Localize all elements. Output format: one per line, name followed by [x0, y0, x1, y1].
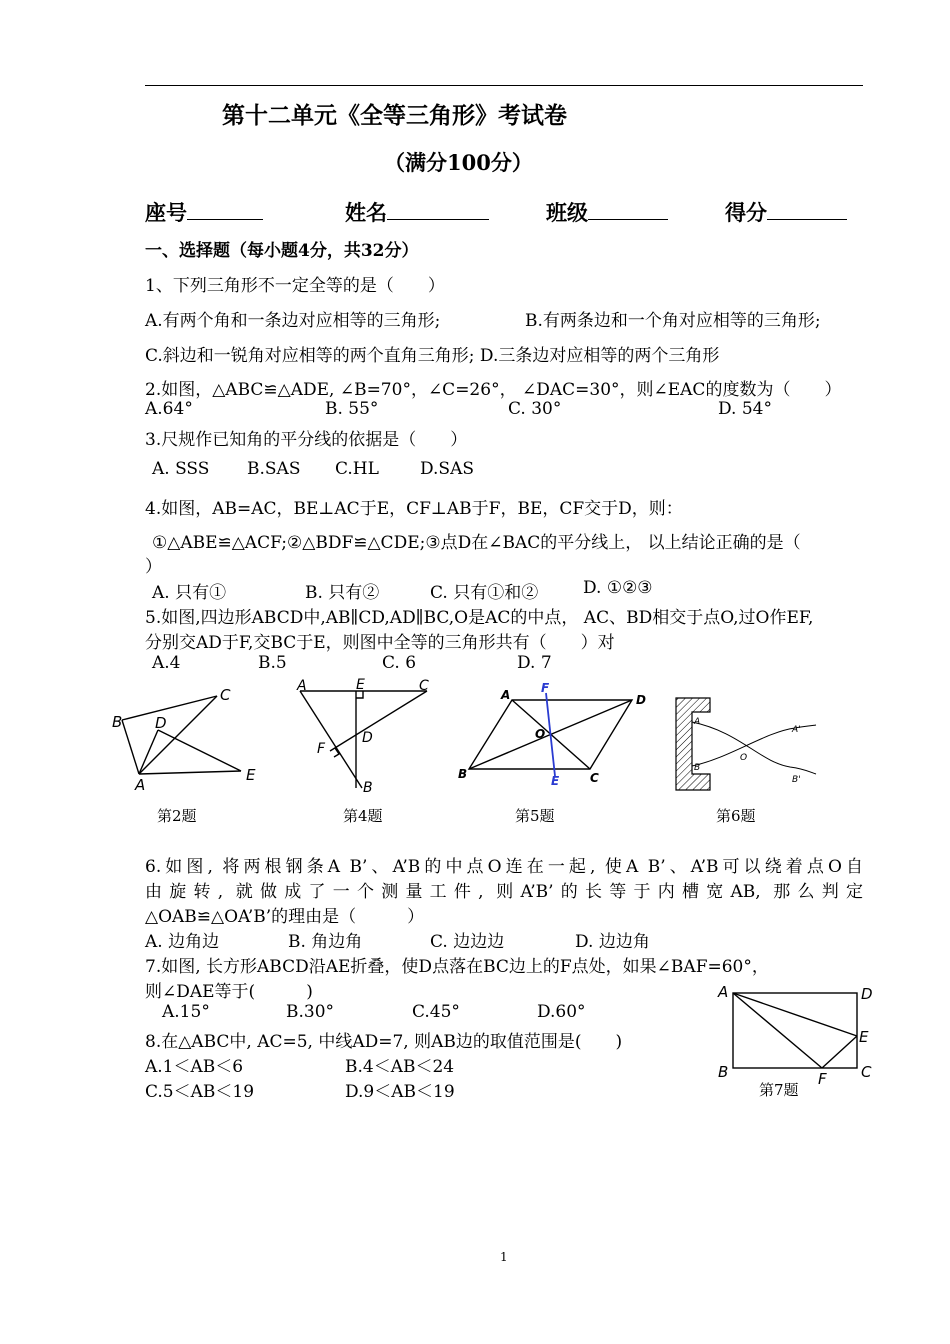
q4-stem: 4.如图，AB=AC，BE⊥AC于E，CF⊥AB于F，BE，CF交于D，则：: [145, 499, 683, 519]
q8-option-c: C.5＜AB＜19: [145, 1082, 255, 1102]
q2-option-a: A.64°: [145, 399, 193, 419]
q3-option-d: D.SAS: [420, 459, 474, 479]
q3-option-b: B.SAS: [247, 459, 301, 479]
seat-field[interactable]: 座号: [145, 197, 263, 227]
q7-option-d: D.60°: [537, 1002, 586, 1022]
fig5-label-a: A: [501, 688, 511, 702]
fig5-label-f: F: [541, 682, 550, 695]
q6-option-c: C. 边边边: [430, 932, 505, 952]
fig5-label-c: C: [590, 771, 599, 785]
fig6-label-b-prime: B': [792, 775, 801, 785]
q3-option-a: A. SSS: [152, 459, 210, 479]
q4-paren: ）: [145, 557, 162, 577]
q5-line2: 分别交AD于F,交BC于E，则图中全等的三角形共有（ ）对: [145, 633, 615, 653]
q2-option-c: C. 30°: [508, 399, 562, 419]
q6-option-d: D. 边边角: [575, 932, 650, 952]
fig5-label-o: O: [535, 727, 546, 741]
q4-option-d: D. ①②③: [583, 578, 653, 598]
score-field[interactable]: 得分: [725, 197, 847, 227]
fig5-label-e: E: [551, 774, 560, 786]
caption-q5: 第5题: [515, 807, 555, 825]
figure-q7: [712, 980, 882, 1085]
top-rule: [145, 85, 863, 86]
q8-option-d: D.9＜AB＜19: [345, 1082, 455, 1102]
fig7-label-c: C: [861, 1063, 872, 1081]
q6-line3: △OAB≌△OA’B’的理由是（ ）: [145, 907, 425, 927]
caption-q7: 第7题: [759, 1081, 799, 1099]
figure-q5: [455, 682, 655, 786]
fig2-label-e: E: [246, 766, 256, 784]
q2-stem: 2.如图，△ABC≌△ADE, ∠B=70°，∠C=26°， ∠DAC=30°，则∠EAC的度数为（ ）: [145, 380, 842, 400]
q4-statements: ①△ABE≌△ACF;②△BDF≌△CDE;③点D在∠BAC的平分线上， 以上结论正确的是（: [152, 533, 801, 553]
fig2-label-c: C: [220, 686, 231, 704]
q6-option-a: A. 边角边: [145, 932, 220, 952]
fig6-label-o: O: [740, 753, 748, 763]
figure-q4: [290, 678, 440, 800]
fig4-label-e: E: [356, 678, 365, 693]
figure-q6: [670, 692, 820, 796]
q7-option-b: B.30°: [286, 1002, 335, 1022]
q5-option-d: D. 7: [517, 653, 552, 673]
figure-q2: [108, 684, 268, 794]
q6-line1: 6.如图, 将两根钢条A B’、A’B的中点O连在一起, 使A B’、A’B可以绕着点O自: [145, 857, 863, 877]
q7-line1: 7.如图, 长方形ABCD沿AE折叠，使D点落在BC边上的F点处，如果∠BAF=60°，: [145, 957, 769, 977]
fig4-label-f: F: [317, 741, 326, 757]
fig2-label-d: D: [155, 714, 167, 732]
fig4-label-c: C: [419, 678, 429, 694]
fig6-label-a-prime: A': [792, 725, 801, 735]
q1-option-cd: C.斜边和一锐角对应相等的两个直角三角形; D.三条边对应相等的两个三角形: [145, 346, 720, 366]
q2-option-b: B. 55°: [325, 399, 379, 419]
fig6-label-a: A: [694, 717, 701, 727]
fig5-label-d: D: [636, 693, 646, 707]
fig7-label-a: A: [718, 983, 729, 1001]
q1-stem: 1、下列三角形不一定全等的是（ ）: [145, 276, 445, 296]
fig6-label-b: B: [694, 763, 701, 773]
name-field[interactable]: 姓名: [345, 197, 489, 227]
fig4-label-b: B: [363, 780, 373, 796]
q4-option-b: B. 只有②: [305, 583, 380, 603]
q7-line2: 则∠DAE等于( ): [145, 982, 313, 1002]
q3-stem: 3.尺规作已知角的平分线的依据是（ ）: [145, 430, 468, 450]
fig2-label-b: B: [112, 713, 123, 731]
q5-option-a: A.4: [152, 653, 181, 673]
fig5-label-b: B: [458, 767, 468, 781]
fig4-label-a: A: [297, 678, 307, 694]
fig7-label-f: F: [818, 1070, 827, 1085]
q6-line2: 由旋转, 就做成了一个测量工件, 则A’B’的长等于内槽宽AB, 那么判定: [145, 882, 863, 902]
fig2-label-a: A: [135, 776, 146, 794]
caption-q2: 第2题: [157, 807, 197, 825]
section-heading: 一、选择题（每小题4分，共32分）: [145, 241, 419, 261]
q6-option-b: B. 角边角: [288, 932, 363, 952]
q5-option-c: C. 6: [382, 653, 417, 673]
q5-option-b: B.5: [258, 653, 287, 673]
fig7-label-b: B: [718, 1063, 729, 1081]
page-number: 1: [500, 1250, 508, 1264]
q4-option-c: C. 只有①和②: [430, 583, 539, 603]
fig7-label-d: D: [861, 985, 873, 1003]
exam-title: 第十二单元《全等三角形》考试卷: [222, 102, 567, 129]
q1-option-b: B.有两条边和一个角对应相等的三角形;: [525, 311, 821, 331]
q1-option-a: A.有两个角和一条边对应相等的三角形;: [145, 311, 441, 331]
q7-option-c: C.45°: [412, 1002, 460, 1022]
class-field[interactable]: 班级: [546, 197, 668, 227]
q7-option-a: A.15°: [162, 1002, 210, 1022]
fig4-label-d: D: [362, 730, 373, 746]
q8-option-b: B.4＜AB＜24: [345, 1057, 455, 1077]
exam-subtitle: （满分100分）: [384, 150, 533, 175]
q4-option-a: A. 只有①: [152, 583, 227, 603]
q8-option-a: A.1＜AB＜6: [145, 1057, 244, 1077]
fig7-label-e: E: [859, 1028, 869, 1046]
q2-option-d: D. 54°: [718, 399, 772, 419]
caption-q4: 第4题: [343, 807, 383, 825]
q5-line1: 5.如图,四边形ABCD中,AB∥CD,AD∥BC,O是AC的中点， AC、BD相交于点O,过O作EF,: [145, 608, 814, 628]
caption-q6: 第6题: [716, 807, 756, 825]
q3-option-c: C.HL: [335, 459, 379, 479]
q8-stem: 8.在△ABC中, AC=5, 中线AD=7, 则AB边的取值范围是( ): [145, 1032, 623, 1052]
